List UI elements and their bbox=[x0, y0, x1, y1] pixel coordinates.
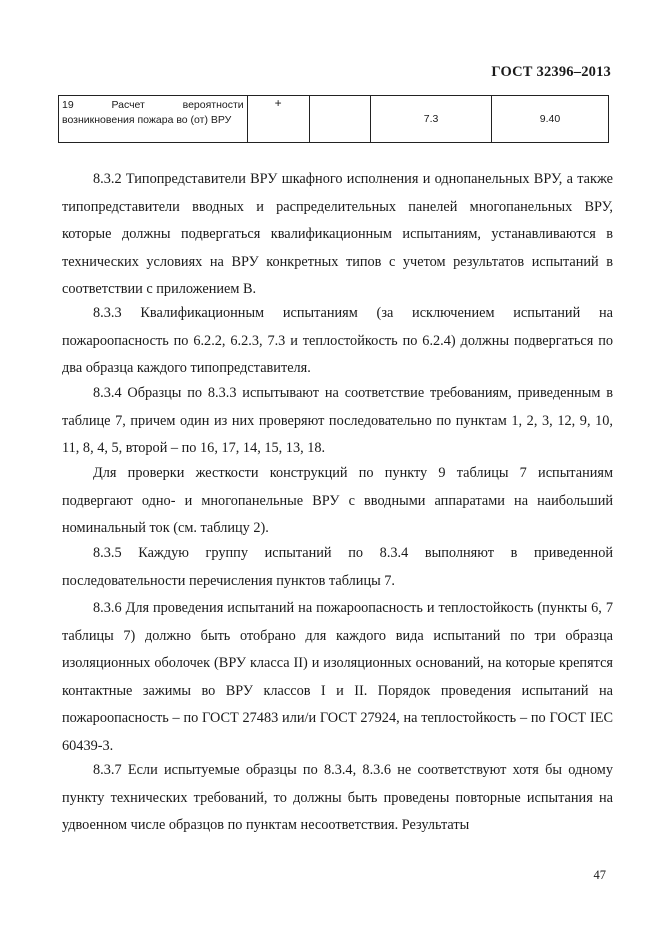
test-table bbox=[58, 95, 609, 143]
paragraph-8-3-4: 8.3.4 Образцы по 8.3.3 испытывают на соответствие требованиям, приведенным в таблице 7, причем один из них проверяют последовательно по пунктам 1, 2, 3, 12, 9, 10, 11, 8, 4, 5, второй – по 16, 17, 14, 15, 13, 18. bbox=[62, 385, 613, 456]
paragraph-stiffness: Для проверки жесткости конструкций по пункту 9 таблицы 7 испытаниям подвергают одно- и многопанельные ВРУ с вводными аппаратами на наибольший номинальный ток (см. таблицу 2). bbox=[62, 465, 613, 536]
test-name-cell: 19 Расчет вероятности возникновения пожара во (от) ВРУ bbox=[59, 96, 248, 143]
paragraph-8-3-7: 8.3.7 Если испытуемые образцы по 8.3.4, 8.3.6 не соответствуют хотя бы одному пункту технических требований, то должны быть проведены повторные испытания на удвоенном числе образцов по пунктам несоответствия. Результаты bbox=[62, 762, 613, 833]
method-cell: 9.40 bbox=[491, 96, 608, 143]
mark-cell bbox=[247, 96, 309, 143]
page-number: 47 bbox=[593, 868, 606, 882]
plus-mark: + bbox=[274, 96, 282, 110]
document-header: ГОСТ 32396–2013 bbox=[491, 64, 611, 80]
paragraph-8-3-3: 8.3.3 Квалификационным испытаниям (за исключением испытаний на пожароопасность по 6.2.2, 6.2.3, 7.3 и теплостойкость по 6.2.4) должны подвергаться по два образца каждого типопредставителя. bbox=[62, 305, 613, 376]
empty-cell bbox=[309, 96, 371, 143]
paragraph-8-3-5: 8.3.5 Каждую группу испытаний по 8.3.4 выполняют в приведенной последовательности перечисления пунктов таблицы 7. bbox=[62, 545, 613, 589]
paragraph-8-3-6: 8.3.6 Для проведения испытаний на пожароопасность и теплостойкость (пункты 6, 7 таблицы 7) должно быть отобрано для каждого вида испытаний по три образца изоляционных оболочек (ВРУ класса II) и изоляционных оснований, на которые крепятся контактные зажимы во ВРУ классов I и II. Порядок проведения испытаний на пожароопасность – по ГОСТ 27483 или/и ГОСТ 27924, на теплостойкость – по ГОСТ IEC 60439-3. bbox=[62, 600, 613, 754]
clause-cell: 7.3 bbox=[371, 96, 492, 143]
paragraph-8-3-2: 8.3.2 Типопредставители ВРУ шкафного исполнения и однопанельных ВРУ, а также типопредставители вводных и распределительных панелей многопанельных ВРУ, которые должны подвергаться квалификационным испытаниям, устанавливаются в технических условиях на ВРУ конкретных типов с учетом результатов испытаний в соответствии с приложением В. bbox=[62, 171, 613, 297]
table-row bbox=[59, 96, 609, 143]
